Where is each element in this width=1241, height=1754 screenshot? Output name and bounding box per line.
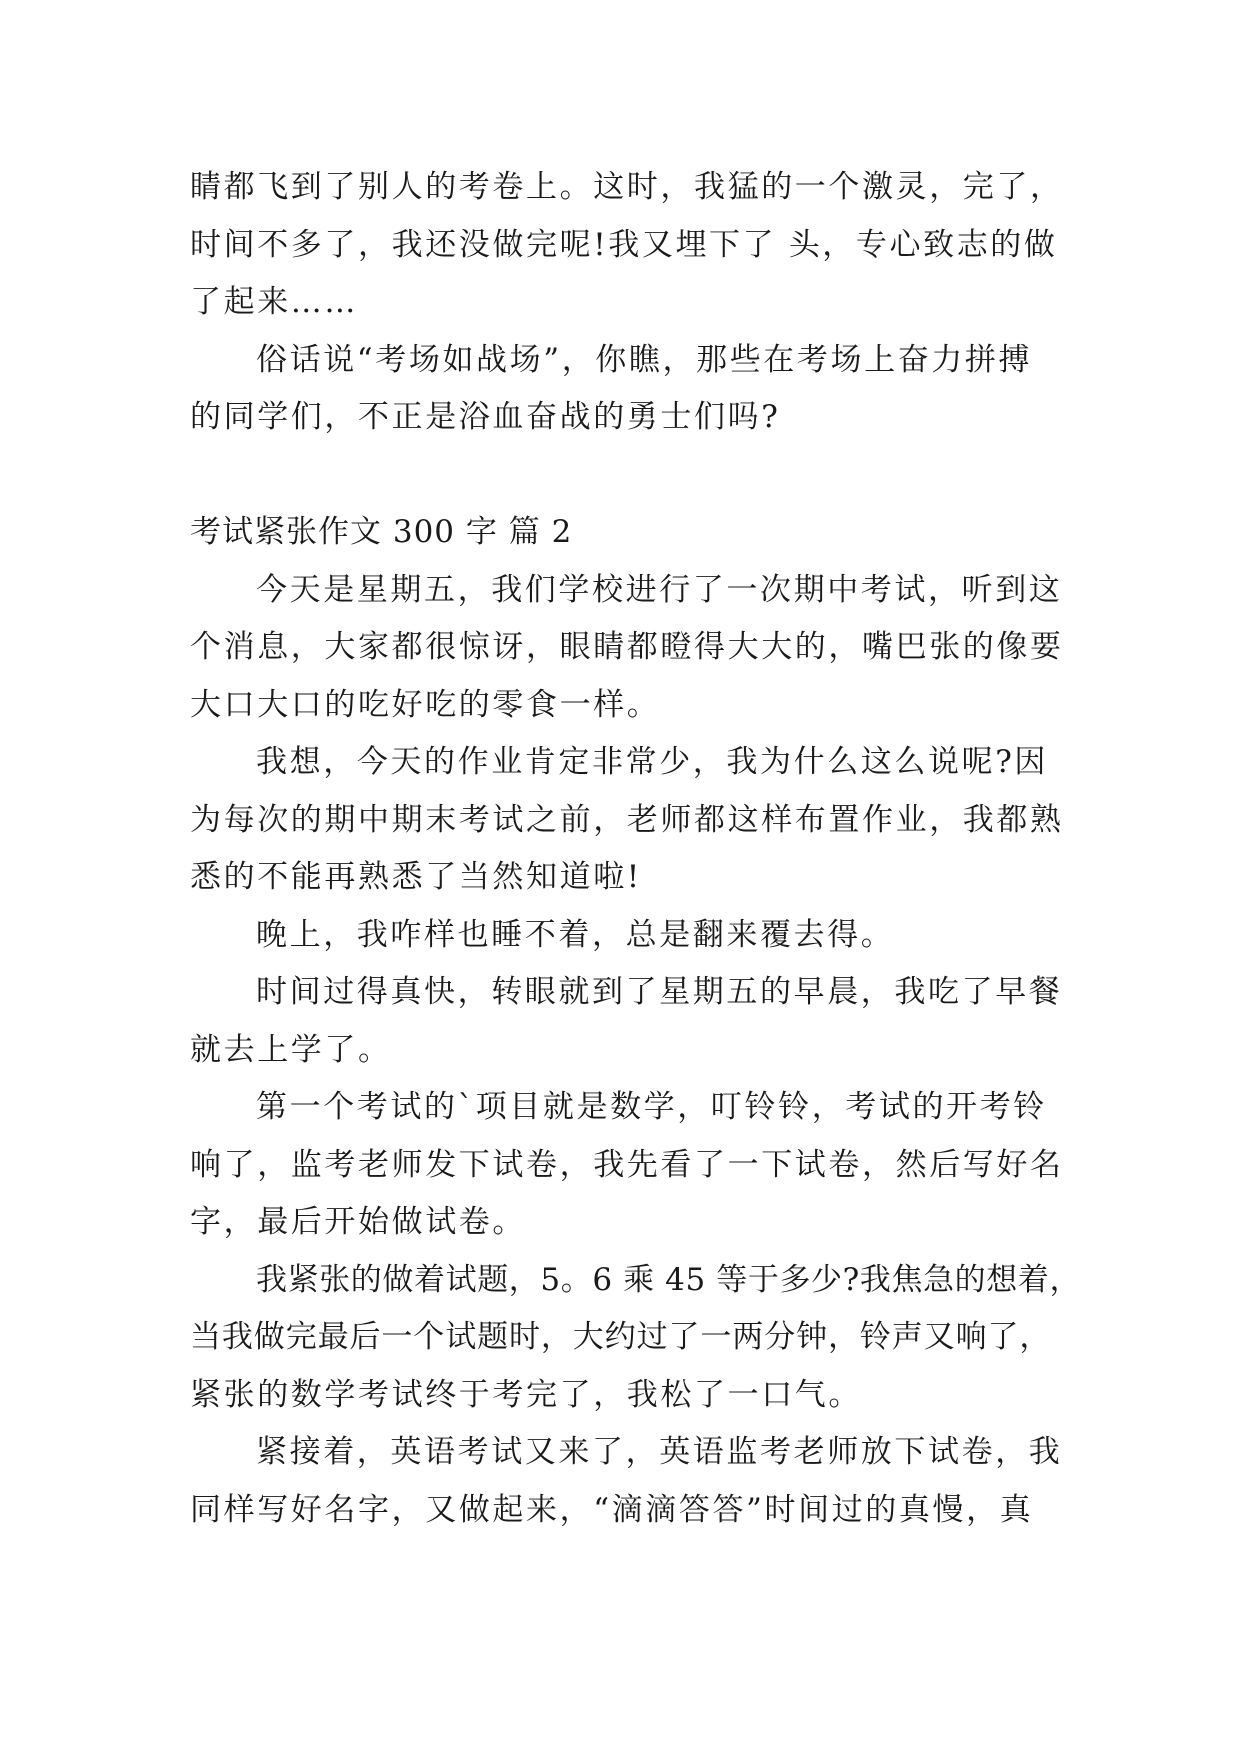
text-line: 我紧张的做着试题，5。6 乘 45 等于多少?我焦急的想着， (256, 1262, 1082, 1298)
text-line: 了起来…… (190, 284, 358, 320)
text-line: 睛都飞到了别人的考卷上。这时，我猛的一个激灵，完了， (190, 169, 1064, 205)
text-line: 响了，监考老师发下试卷，我先看了一下试卷，然后写好名 (190, 1147, 1064, 1183)
section-heading: 考试紧张作文 300 字 篇 2 (190, 514, 573, 550)
text-line: 紧张的数学考试终于考完了，我松了一口气。 (190, 1377, 862, 1413)
text-line: 字，最后开始做试卷。 (190, 1204, 526, 1240)
text-line: 时间不多了，我还没做完呢!我又埋下了 头，专心致志的做 (190, 227, 1058, 263)
text-line: 时间过得真快，转眼就到了星期五的早晨，我吃了早餐 (256, 974, 1063, 1010)
text-line: 当我做完最后一个试题时，大约过了一两分钟，铃声又响了， (190, 1319, 1052, 1355)
text-line: 第一个考试的`项目就是数学，叮铃铃，考试的开考铃 (256, 1089, 1047, 1125)
text-line: 晚上，我咋样也睡不着，总是翻来覆去得。 (256, 917, 895, 953)
text-line: 个消息，大家都很惊讶，眼睛都瞪得大大的，嘴巴张的像要 (190, 629, 1064, 665)
text-line: 今天是星期五，我们学校进行了一次期中考试，听到这 (256, 572, 1063, 608)
text-line: 的同学们，不正是浴血奋战的勇士们吗? (190, 399, 781, 435)
text-line: 我想，今天的作业肯定非常少，我为什么这么说呢?因 (256, 744, 1049, 780)
text-line: 悉的不能再熟悉了当然知道啦! (190, 859, 642, 895)
text-line: 大口大口的吃好吃的零食一样。 (190, 687, 661, 723)
text-line: 同样写好名字，又做起来，“滴滴答答”时间过的真慢，真 (190, 1492, 1034, 1528)
text-line: 俗话说“考场如战场”，你瞧，那些在考场上奋力拼搏 (256, 342, 1033, 378)
text-line: 为每次的期中期末考试之前，老师都这样布置作业，我都熟 (190, 802, 1064, 838)
text-line: 就去上学了。 (190, 1032, 392, 1068)
text-line: 紧接着，英语考试又来了，英语监考老师放下试卷，我 (256, 1434, 1063, 1470)
